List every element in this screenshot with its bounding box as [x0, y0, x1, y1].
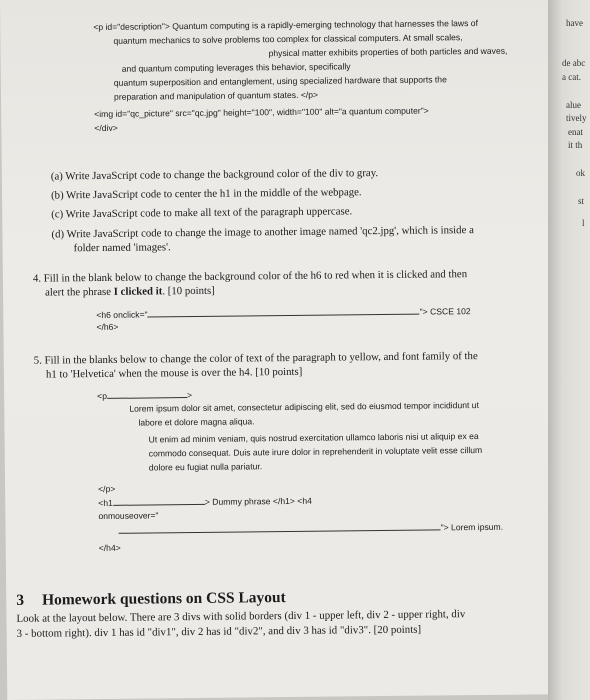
adjacent-page: [548, 0, 590, 700]
question5-text-line2: h1 to 'Helvetica' when the mouse is over the h4. [10 points]: [45, 365, 303, 381]
question-part-a: (a) Write JavaScript code to change the background color of the div to gray.: [50, 167, 379, 183]
code-line: <img id="qc_picture" src="qc.jpg" height="100", width="100" alt="a quantum computer">: [94, 105, 429, 120]
section-number: 3: [16, 591, 25, 609]
code-line: quantum mechanics to solve problems too complex for classical computers. At small scales,: [113, 32, 463, 46]
q5-h1-blank[interactable]: [113, 495, 205, 506]
question-part-d: (d) Write JavaScript code to change the image to another image named 'qc2.jpg', which is inside a: [51, 224, 474, 241]
adjacent-fragment: have: [566, 18, 583, 28]
q5-p-blank[interactable]: [107, 388, 187, 399]
adjacent-fragment: st: [578, 196, 585, 206]
question4-text-line2: [45, 284, 215, 300]
q5-h1-after-blank: > Dummy phrase </h1> <h4: [204, 495, 312, 507]
adjacent-fragment: tively: [566, 113, 587, 123]
q4-code-close: </h6>: [96, 321, 119, 333]
q5-code-h4: [118, 520, 503, 537]
lorem-line: Ut enim ad minim veniam, quis nostrud exercitation ullamco laboris nisi ut aliquip ex ea: [148, 431, 479, 445]
q4-code-after-blank: "> CSCE 102: [419, 306, 471, 317]
question4-text: 4. Fill in the blank below to change the background color of the h6 to red when it is clicked and then: [32, 268, 468, 285]
section-title: Homework questions on CSS Layout: [41, 589, 286, 609]
q5-p-tag: <p: [97, 390, 108, 402]
question-part-b: (b) Write JavaScript code to center the h1 in the middle of the webpage.: [50, 186, 362, 202]
adjacent-fragment: a cat.: [562, 72, 581, 82]
question4-text-pre: alert the phrase: [45, 285, 114, 299]
q5-p-after-blank: >: [186, 390, 193, 401]
adjacent-fragment: l: [582, 218, 585, 228]
section-body-line2: 3 - bottom right). div 1 has id "div1", div 2 has id "div2", and div 3 has id "div3". [20 points]: [16, 623, 422, 640]
q5-h4-after-blank: "> Lorem ipsum.: [440, 521, 504, 533]
question4-text-post: . [10 points]: [162, 284, 215, 298]
q5-h1-tag: <h1: [98, 497, 113, 508]
adjacent-fragment: ok: [576, 168, 585, 178]
q5-code-p-open: [97, 388, 192, 402]
adjacent-fragment: alue: [566, 100, 581, 110]
code-line: </div>: [94, 122, 118, 134]
adjacent-fragment: de abc: [562, 58, 586, 68]
q5-onmouseover-blank[interactable]: [118, 520, 440, 533]
q4-code-open: <h6 onclick=": [96, 309, 148, 321]
code-line: quantum superposition and entanglement, using specialized hardware that supports the: [113, 74, 447, 88]
q5-code-onmouseover: onmouseover=": [98, 510, 159, 521]
question5-text: 5. Fill in the blanks below to change the color of text of the paragraph to yellow, and font family of the: [33, 350, 478, 367]
q5-code-h1: [98, 494, 312, 509]
question-part-c: (c) Write JavaScript code to make all text of the paragraph uppercase.: [51, 205, 353, 221]
q5-code-h4-close: </h4>: [98, 542, 121, 553]
section-heading: [16, 589, 286, 610]
question4-bold-phrase: I clicked it: [113, 285, 163, 298]
code-line: <p id="description"> Quantum computing is a rapidly-emerging technology that harnesses the laws of: [93, 17, 479, 33]
code-line: and quantum computing leverages this behavior, specifically: [121, 61, 351, 74]
code-line: preparation and manipulation of quantum states. </p>: [113, 89, 319, 102]
lorem-line: Lorem ipsum dolor sit amet, consectetur adipiscing elit, sed do eiusmod tempor incididunt ut: [129, 400, 479, 414]
lorem-line: labore et dolore magna aliqua.: [138, 416, 255, 428]
adjacent-fragment: enat: [568, 127, 583, 137]
q5-code-p-close: </p>: [98, 483, 116, 494]
lorem-line: dolore eu fugiat nulla pariatur.: [148, 461, 263, 473]
section-body-line1: Look at the layout below. There are 3 divs with solid borders (div 1 - upper left, div 2 - upper right, div: [16, 608, 466, 625]
question-part-d-cont: folder named 'images'.: [73, 241, 171, 255]
lorem-line: commodo consequat. Duis aute irure dolor in reprehenderit in voluptate velit esse cillum: [148, 444, 483, 459]
q4-onclick-blank[interactable]: [148, 305, 420, 318]
q4-code-line: [96, 304, 470, 321]
adjacent-fragment: it th: [568, 140, 583, 150]
code-line: physical matter exhibits properties of both particles and waves,: [268, 45, 508, 59]
